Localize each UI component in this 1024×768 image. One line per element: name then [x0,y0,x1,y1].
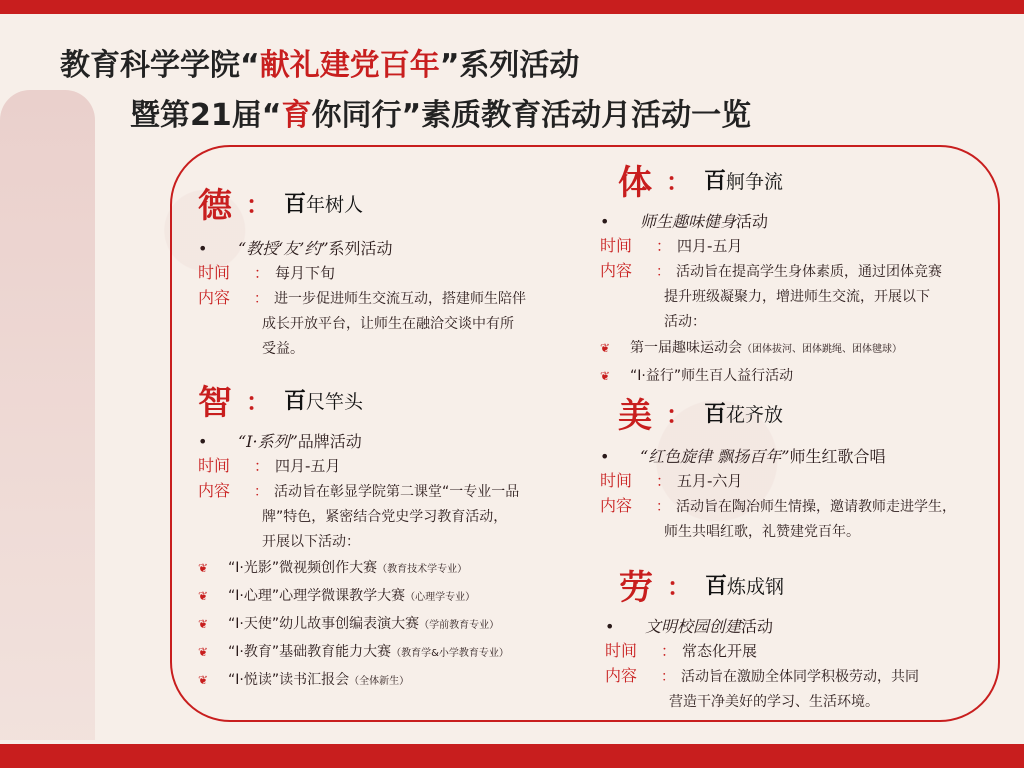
list-item: ❦ “I·心理”心理学微课教学大赛（心理学专业） [198,583,519,611]
section-ti: 体 ： 百舸争流 • 师生趣味健身活动 时间 ： 四月-五月 内容 ： 活动旨在提高学生身体素质，通过团体竞赛 提升班级凝聚力，增进师生交流，开展以下 活动： ❦ 第一届趣味运动会（团体拔河、团体跳绳、团体毽球） ❦ “I·益行”师生百人益行活动 [600,155,942,391]
section-mei: 美 ： 百花齐放 • “红色旋律 飘扬百年”师生红歌合唱 时间 ： 五月-六月 内容 ： 活动旨在陶冶师生情操，邀请教师走进学生， 师生共唱红歌，礼赞建党百年。 [600,388,956,545]
content-row: 内容 ： 进一步促进师生交流互动，搭建师生陪伴 成长开放平台，让师生在融洽交谈中有所 受益。 [198,288,526,357]
activity-name: • 师生趣味健身活动 [600,212,769,231]
flower-icon: ❦ [198,673,209,687]
section-de: 德 ： 百年树人 • “教授‘友’约”系列活动 时间 ： 每月下旬 内容 ： 进一步促进师生交流互动，搭建师生陪伴 成长开放平台，让师生在融洽交谈中有所 受益。 [198,178,526,362]
section-subtitle: 百年树人 [284,192,364,217]
section-lao: 劳 ： 百炼成钢 • 文明校园创建活动 时间 ： 常态化开展 内容 ： 活动旨在激励全体同学积极劳动，共同 营造干净美好的学习、生活环境。 [605,560,919,715]
time-row: 时间 ： 常态化开展 [605,641,758,660]
flower-icon: ❦ [198,561,209,575]
section-zhi: 智 ： 百尺竿头 • “I·系列”品牌活动 时间 ： 四月-五月 内容 ： 活动旨在彰显学院第二课堂“一专业一品 牌”特色，紧密结合党史学习教育活动， 开展以下活动： ❦ “I·光影”微视频创作大赛（教育技术学专业） ❦ “I·心理”心理学微课教学大赛（心理学专业） ❦ “I·天使”幼儿故事创编表演大赛（学前教育专业） ❦ “I·教育”基础教育能力大赛（教育学&小学教育专业） ❦ “I·悦读”读书汇报会（全体新生） [198,375,519,695]
activity-name: • “I·系列”品牌活动 [198,432,362,451]
time-row: 时间 ： 每月下旬 [198,263,336,282]
section-subtitle: 百炼成钢 [705,574,785,599]
list-item: ❦ “I·教育”基础教育能力大赛（教育学&小学教育专业） [198,639,519,667]
flower-icon: ❦ [198,589,209,603]
section-subtitle: 百尺竿头 [284,389,364,414]
flower-icon: ❦ [198,645,209,659]
content-row: 内容 ： 活动旨在提高学生身体素质，通过团体竞赛 提升班级凝聚力，增进师生交流，开展以下 活动： [600,261,942,330]
activity-name: • 文明校园创建活动 [605,617,774,636]
time-row: 时间 ： 四月-五月 [600,236,743,255]
bottom-red-bar [0,744,1024,768]
section-subtitle: 百花齐放 [704,402,784,427]
content-row: 内容 ： 活动旨在彰显学院第二课堂“一专业一品 牌”特色，紧密结合党史学习教育活动， 开展以下活动： [198,481,520,550]
decorative-pillar-image [0,90,95,740]
section-char: 劳 [619,568,653,608]
section-char: 德 [198,186,232,226]
section-char: 体 [618,163,652,203]
flower-icon: ❦ [198,617,209,631]
list-item: ❦ “I·益行”师生百人益行活动 [600,363,942,391]
activity-name: • “教授‘友’约”系列活动 [198,239,393,258]
activity-list [198,555,519,695]
page-title-line1: 教育科学学院“献礼建党百年”系列活动 [60,48,580,83]
activity-name: • “红色旋律 飘扬百年”师生红歌合唱 [600,447,886,466]
list-item: ❦ “I·悦读”读书汇报会（全体新生） [198,667,519,695]
list-item: ❦ “I·光影”微视频创作大赛（教育技术学专业） [198,555,519,583]
flower-icon: ❦ [600,341,611,355]
section-subtitle: 百舸争流 [704,169,784,194]
top-red-bar [0,0,1024,14]
list-item: ❦ “I·天使”幼儿故事创编表演大赛（学前教育专业） [198,611,519,639]
time-row: 时间 ： 四月-五月 [198,456,341,475]
flower-icon: ❦ [600,369,611,383]
list-item: ❦ 第一届趣味运动会（团体拔河、团体跳绳、团体毽球） [600,335,942,363]
content-row: 内容 ： 活动旨在激励全体同学积极劳动，共同 营造干净美好的学习、生活环境。 [605,666,919,710]
section-char: 智 [198,383,232,423]
content-row: 内容 ： 活动旨在陶冶师生情操，邀请教师走进学生， 师生共唱红歌，礼赞建党百年。 [600,496,956,540]
section-char: 美 [618,396,652,436]
activity-list [600,335,942,391]
time-row: 时间 ： 五月-六月 [600,471,743,490]
page-title-line2: 暨第21届“育你同行”素质教育活动月活动一览 [130,98,752,133]
